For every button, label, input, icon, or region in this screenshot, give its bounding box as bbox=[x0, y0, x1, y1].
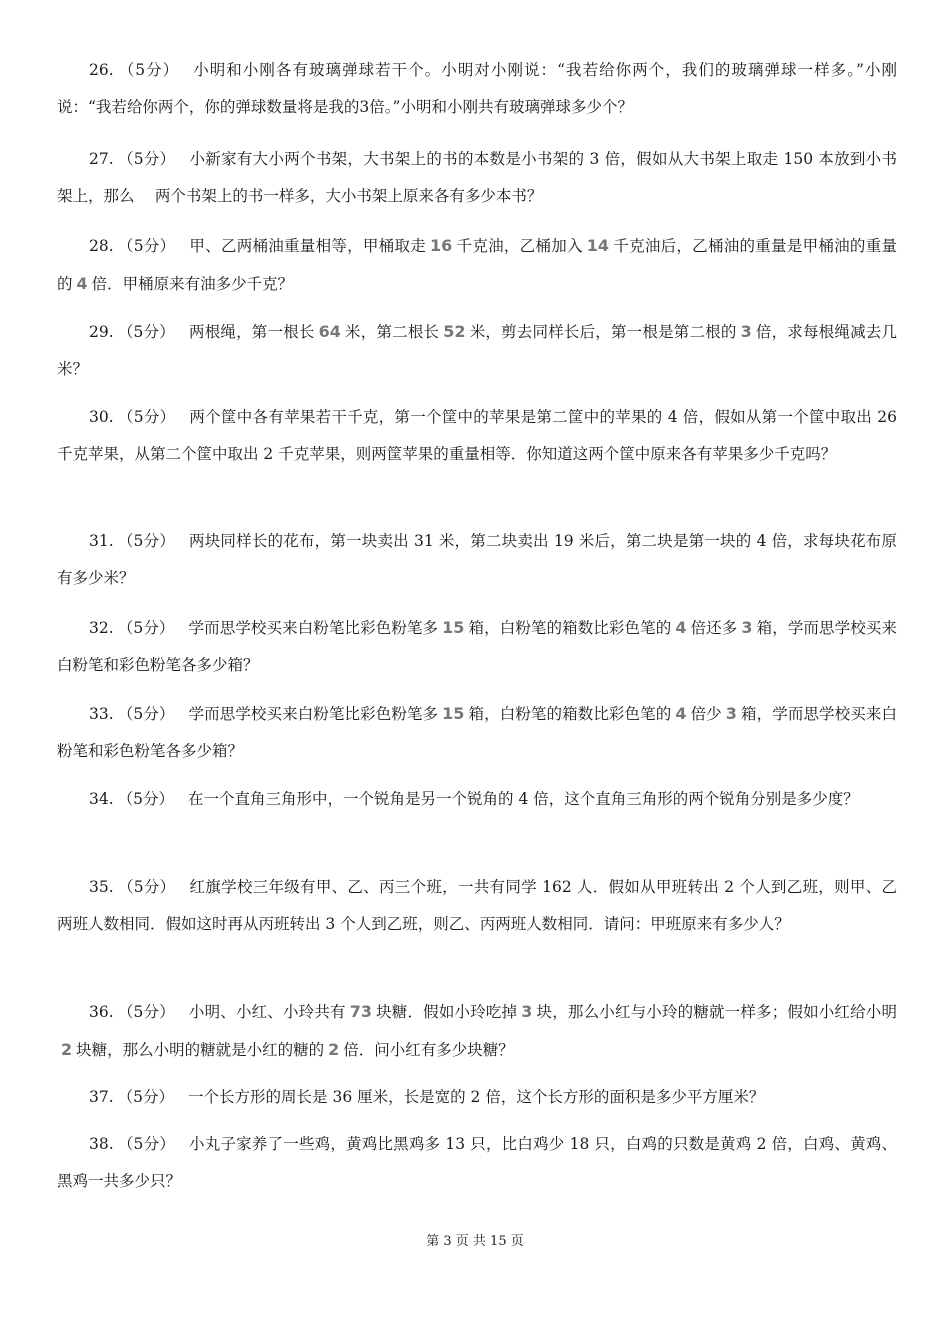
question-37 bbox=[57, 1079, 897, 1116]
highlighted-number: 3 bbox=[725, 704, 737, 723]
question-33 bbox=[57, 695, 897, 770]
highlighted-number: 15 bbox=[442, 704, 465, 723]
highlighted-number: 2 bbox=[61, 1040, 73, 1059]
question-34 bbox=[57, 781, 897, 818]
question-text: 两块同样长的花布，第一块卖出 31 米，第二块卖出 19 米后，第二块是第一块的 4 倍，求每块花布原有多少米？ bbox=[57, 532, 897, 587]
question-29 bbox=[57, 313, 897, 388]
question-text: 箱，白粉笔的箱数比彩色笔的 bbox=[468, 619, 672, 637]
question-number: 33. bbox=[89, 705, 114, 723]
question-31 bbox=[57, 523, 897, 597]
highlighted-number: 52 bbox=[443, 322, 466, 341]
question-38 bbox=[57, 1126, 897, 1200]
question-points: （5分） bbox=[117, 61, 180, 79]
question-number: 26. bbox=[89, 61, 114, 79]
highlighted-number: 15 bbox=[442, 618, 465, 637]
question-text: 一个长方形的周长是 36 厘米，长是宽的 2 倍，这个长方形的面积是多少平方厘米？ bbox=[188, 1088, 765, 1106]
highlighted-number: 4 bbox=[675, 704, 687, 723]
question-points: （5分） bbox=[117, 790, 175, 808]
question-points: （5分） bbox=[117, 1003, 175, 1021]
highlighted-number: 3 bbox=[740, 322, 752, 341]
question-text: 小丸子家养了一些鸡，黄鸡比黑鸡多 13 只，比白鸡少 18 只，白鸡的只数是黄鸡 2 倍，白鸡、黄鸡、黑鸡一共多少只？ bbox=[57, 1135, 897, 1190]
question-text: 千克油，乙桶加入 bbox=[456, 237, 583, 255]
highlighted-number: 3 bbox=[521, 1002, 533, 1021]
question-text: 小明和小刚各有玻璃弹球若干个。小明对小刚说：“我若给你两个，我们的玻璃弹球一样多。”小刚说：“我若给你两个，你的弹球数量将是我的3倍。”小明和小刚共有玻璃弹球多少个？ bbox=[57, 61, 897, 116]
question-text: 米，第二根长 bbox=[344, 323, 440, 341]
question-text: 块糖．假如小玲吃掉 bbox=[375, 1003, 518, 1021]
question-number: 27. bbox=[89, 150, 114, 168]
question-points: （5分） bbox=[117, 1088, 175, 1106]
question-number: 37. bbox=[89, 1088, 114, 1106]
question-points: （5分） bbox=[117, 532, 176, 550]
question-number: 32. bbox=[89, 619, 114, 637]
page-footer: 第 3 页 共 15 页 bbox=[426, 1234, 524, 1249]
question-text: 倍．甲桶原来有油多少千克？ bbox=[91, 275, 294, 293]
question-35 bbox=[57, 869, 897, 943]
question-36 bbox=[57, 993, 897, 1069]
question-text: 倍少 bbox=[690, 705, 722, 723]
question-text: 在一个直角三角形中，一个锐角是另一个锐角的 4 倍，这个直角三角形的两个锐角分别是多少度？ bbox=[188, 790, 859, 808]
question-text: 学而思学校买来白粉笔比彩色粉笔多 bbox=[188, 619, 439, 637]
question-number: 28. bbox=[89, 237, 114, 255]
question-text: 甲、乙两桶油重量相等，甲桶取走 bbox=[189, 237, 427, 255]
question-text: 倍．问小红有多少块糖？ bbox=[343, 1041, 514, 1059]
highlighted-number: 3 bbox=[741, 618, 753, 637]
question-number: 31. bbox=[89, 532, 114, 550]
question-points: （5分） bbox=[117, 619, 175, 637]
question-text: 小新家有大小两个书架，大书架上的书的本数是小书架的 3 倍，假如从大书架上取走 150 本放到小书架上，那么 两个书架上的书一样多，大小书架上原来各有多少本书？ bbox=[57, 150, 897, 205]
question-points: （5分） bbox=[117, 150, 176, 168]
question-number: 30. bbox=[89, 408, 114, 426]
question-30 bbox=[57, 399, 897, 473]
highlighted-number: 14 bbox=[586, 236, 610, 255]
question-text: 块糖，那么小明的糖就是小红的糖的 bbox=[76, 1041, 325, 1059]
question-text: 学而思学校买来白粉笔比彩色粉笔多 bbox=[188, 705, 439, 723]
highlighted-number: 4 bbox=[675, 618, 687, 637]
highlighted-number: 64 bbox=[318, 322, 341, 341]
question-number: 36. bbox=[89, 1003, 114, 1021]
highlighted-number: 2 bbox=[328, 1040, 340, 1059]
question-text: 米，剪去同样长后，第一根是第二根的 bbox=[469, 323, 737, 341]
question-text: 两根绳，第一根长 bbox=[189, 323, 315, 341]
question-number: 38. bbox=[89, 1135, 114, 1153]
question-number: 35. bbox=[89, 878, 114, 896]
question-text: 两个筐中各有苹果若干千克，第一个筐中的苹果是第二筐中的苹果的 4 倍，假如从第一个筐中取出 26 千克苹果，从第二个筐中取出 2 千克苹果，则两筐苹果的重量相等．你知道这两个筐中原来各有苹果多少千克吗？ bbox=[57, 408, 897, 463]
question-text: 倍，求每根绳减去几米？ bbox=[57, 323, 897, 378]
question-points: （5分） bbox=[117, 323, 176, 341]
question-text: 块，那么小红与小玲的糖就一样多；假如小红给小明 bbox=[536, 1003, 897, 1021]
question-32 bbox=[57, 609, 897, 684]
highlighted-number: 4 bbox=[76, 274, 88, 293]
question-text: 小明、小红、小玲共有 bbox=[188, 1003, 346, 1021]
question-text: 箱，白粉笔的箱数比彩色笔的 bbox=[468, 705, 672, 723]
question-27 bbox=[57, 141, 897, 215]
question-text: 箱，学而思学校买来白粉笔和彩色粉笔各多少箱？ bbox=[57, 619, 897, 674]
question-points: （5分） bbox=[117, 705, 175, 723]
question-number: 29. bbox=[89, 323, 114, 341]
question-text: 倍还多 bbox=[690, 619, 738, 637]
highlighted-number: 73 bbox=[349, 1002, 372, 1021]
question-text: 箱，学而思学校买来白粉笔和彩色粉笔各多少箱？ bbox=[57, 705, 897, 760]
question-28 bbox=[57, 227, 897, 303]
question-number: 34. bbox=[89, 790, 114, 808]
question-text: 千克油后，乙桶油的重量是甲桶油的重量的 bbox=[57, 237, 897, 293]
question-26 bbox=[57, 52, 897, 126]
highlighted-number: 16 bbox=[430, 236, 453, 255]
question-points: （5分） bbox=[117, 1135, 176, 1153]
question-points: （5分） bbox=[117, 408, 176, 426]
question-text: 红旗学校三年级有甲、乙、丙三个班，一共有同学 162 人．假如从甲班转出 2 个人到乙班，则甲、乙两班人数相同．假如这时再从丙班转出 3 个人到乙班，则乙、丙两班人数相同．请问：甲班原来有多少人？ bbox=[57, 878, 897, 933]
question-points: （5分） bbox=[117, 237, 176, 255]
question-points: （5分） bbox=[117, 878, 176, 896]
